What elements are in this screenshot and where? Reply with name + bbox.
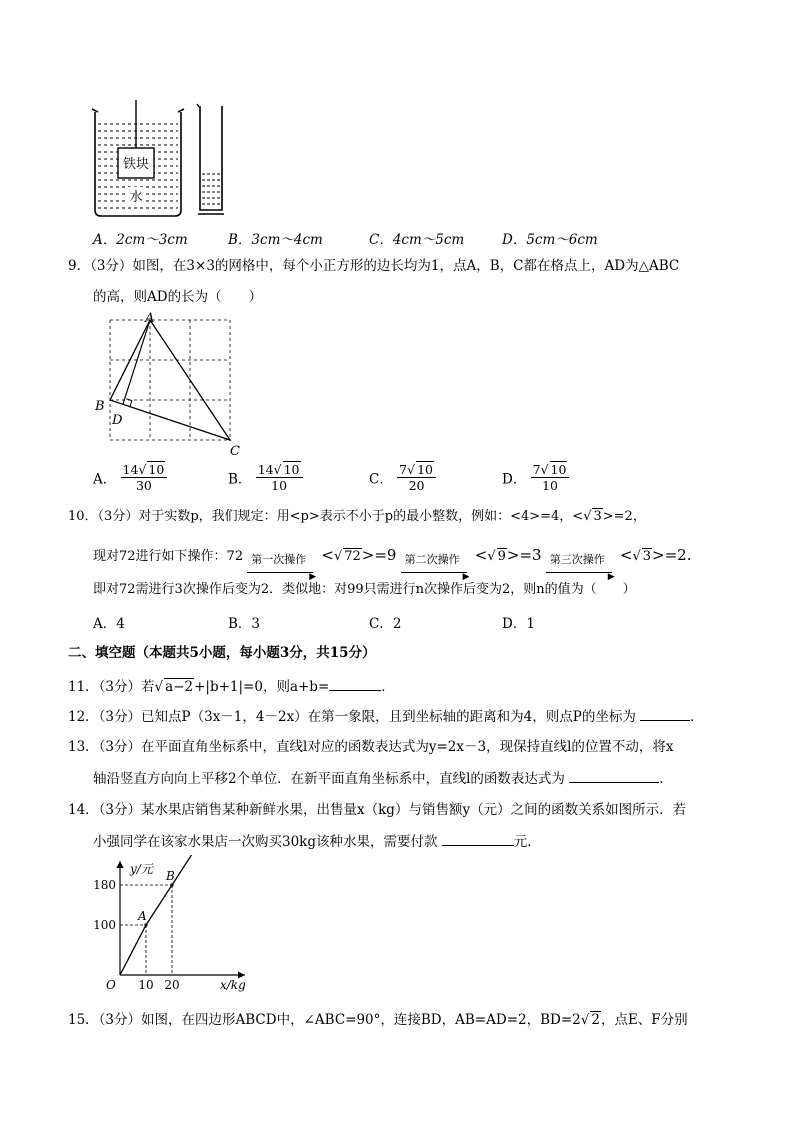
- iron-block-label: 铁块: [122, 157, 150, 172]
- q9-option-c-letter: C．: [369, 471, 393, 488]
- q9-point-c-label: C: [230, 444, 240, 459]
- q14-answer-blank[interactable]: [442, 831, 514, 846]
- q8-option-b[interactable]: B．3cm～4cm: [228, 232, 323, 248]
- q14-text-line2: 小强同学在该家水果店一次购买30kg该种水果，需要付款 元．: [93, 831, 541, 852]
- q14-chart: [90, 855, 260, 995]
- section2-heading: 二、填空题（本题共5小题，每小题3分，共15分）: [68, 645, 376, 661]
- q15-text: 15．（3分）如图，在四边形ABCD中，∠ABC=90°，连接BD，AB=AD=2，BD=2√ 2，点E、F分别: [68, 1012, 688, 1028]
- q9-option-a-fraction: $\frac{14√ 10}{30}$: [121, 462, 168, 493]
- q8-option-d[interactable]: D．5cm～6cm: [502, 232, 598, 248]
- q14-point-a: [144, 923, 147, 926]
- q9-option-b[interactable]: [228, 462, 303, 493]
- q14-ytick-180: 180: [93, 878, 116, 892]
- q9-option-b-fraction: $\frac{14√ 10}{10}$: [256, 462, 303, 493]
- q9-option-a[interactable]: [93, 462, 167, 493]
- q9-option-c-fraction: $\frac{7√ 10}{20}$: [397, 462, 436, 493]
- q10-op2-label: 第二次操作: [404, 553, 460, 566]
- q12-text: 12．（3分）已知点P（3x－1，4－2x）在第一象限，且到坐标轴的距离和为4，则点P的坐标为 ．: [68, 706, 704, 727]
- q9-option-d[interactable]: [502, 462, 569, 493]
- q9-option-d-letter: D．: [502, 471, 527, 488]
- q10-text-line1: 10．（3分）对于实数p，我们规定：用<p>表示不小于p的最小整数，例如：<4>=4，<√ 3>=2，: [68, 509, 646, 524]
- q12-answer-blank[interactable]: [640, 706, 690, 721]
- q9-grid-figure: [90, 312, 250, 460]
- q14-xtick-10: 10: [138, 978, 154, 992]
- q9-point-a-label: A: [145, 312, 155, 326]
- q14-origin-label: O: [106, 978, 116, 992]
- q10-op3-label: 第三次操作: [549, 553, 605, 566]
- q9-text-line1: 9．（3分）如图，在3×3的网格中，每个小正方形的边长均为1，点A，B，C都在格点上，AD为△ABC: [68, 258, 680, 274]
- q8-option-a[interactable]: A．2cm～3cm: [93, 232, 188, 248]
- q14-point-label-a: A: [138, 909, 147, 923]
- q9-option-d-fraction: $\frac{7√ 10}{10}$: [531, 462, 570, 493]
- q9-option-c[interactable]: [369, 462, 436, 493]
- q10-text-line3: 即对72需进行3次操作后变为2．类似地：对99只需进行n次操作后变为2，则n的值为（ ）: [93, 582, 636, 597]
- q11-answer-blank[interactable]: [329, 676, 381, 691]
- water-label: 水: [129, 190, 143, 205]
- q10-option-d[interactable]: D．1: [502, 616, 535, 632]
- q10-option-c[interactable]: C．2: [369, 616, 402, 632]
- q9-point-d-label: D: [112, 413, 123, 428]
- q14-point-b: [170, 883, 173, 886]
- q14-ylabel: y/元: [130, 862, 153, 876]
- q8-option-c[interactable]: C．4cm～5cm: [369, 232, 465, 248]
- q10-line2-prefix: 现对72进行如下操作：72: [93, 549, 244, 564]
- q9-option-a-letter: A．: [93, 471, 117, 488]
- q13-answer-blank[interactable]: [569, 768, 659, 783]
- q10-text-line2: 现对72进行如下操作：72 第一次操作 ▶ <√ 72>=9 第二次操作 ▶ <√ 9>=3 第三次操作 ▶ <√ 3>=2.: [93, 546, 692, 582]
- q14-point-label-b: B: [166, 869, 175, 883]
- q10-option-a[interactable]: A．4: [93, 616, 125, 632]
- q9-point-b-label: B: [95, 399, 105, 414]
- q13-text-line2: 轴沿竖直方向向上平移2个单位．在新平面直角坐标系中，直线l的函数表达式为 ．: [93, 768, 673, 789]
- q13-text-line1: 13．（3分）在平面直角坐标系中，直线l对应的函数表达式为y=2x－3，现保持直线l的位置不动，将x: [68, 739, 674, 755]
- q9-option-b-letter: B．: [228, 471, 252, 488]
- q10-op1-label: 第一次操作: [251, 553, 307, 566]
- q9-text-line2: 的高，则AD的长为（ ）: [93, 289, 263, 305]
- q14-xtick-20: 20: [164, 978, 180, 992]
- q10-option-b[interactable]: B．3: [228, 616, 261, 632]
- measuring-cylinder-figure: [196, 102, 226, 218]
- q14-ytick-100: 100: [93, 918, 116, 932]
- q14-xlabel: x/kg: [220, 978, 246, 992]
- q11-text: 11．（3分）若√ a−2+|b+1|=0，则a+b= ．: [68, 676, 395, 697]
- q14-text-line1: 14．（3分）某水果店销售某种新鲜水果，出售量x（kg）与销售额y（元）之间的函数关系如图所示．若: [68, 802, 687, 818]
